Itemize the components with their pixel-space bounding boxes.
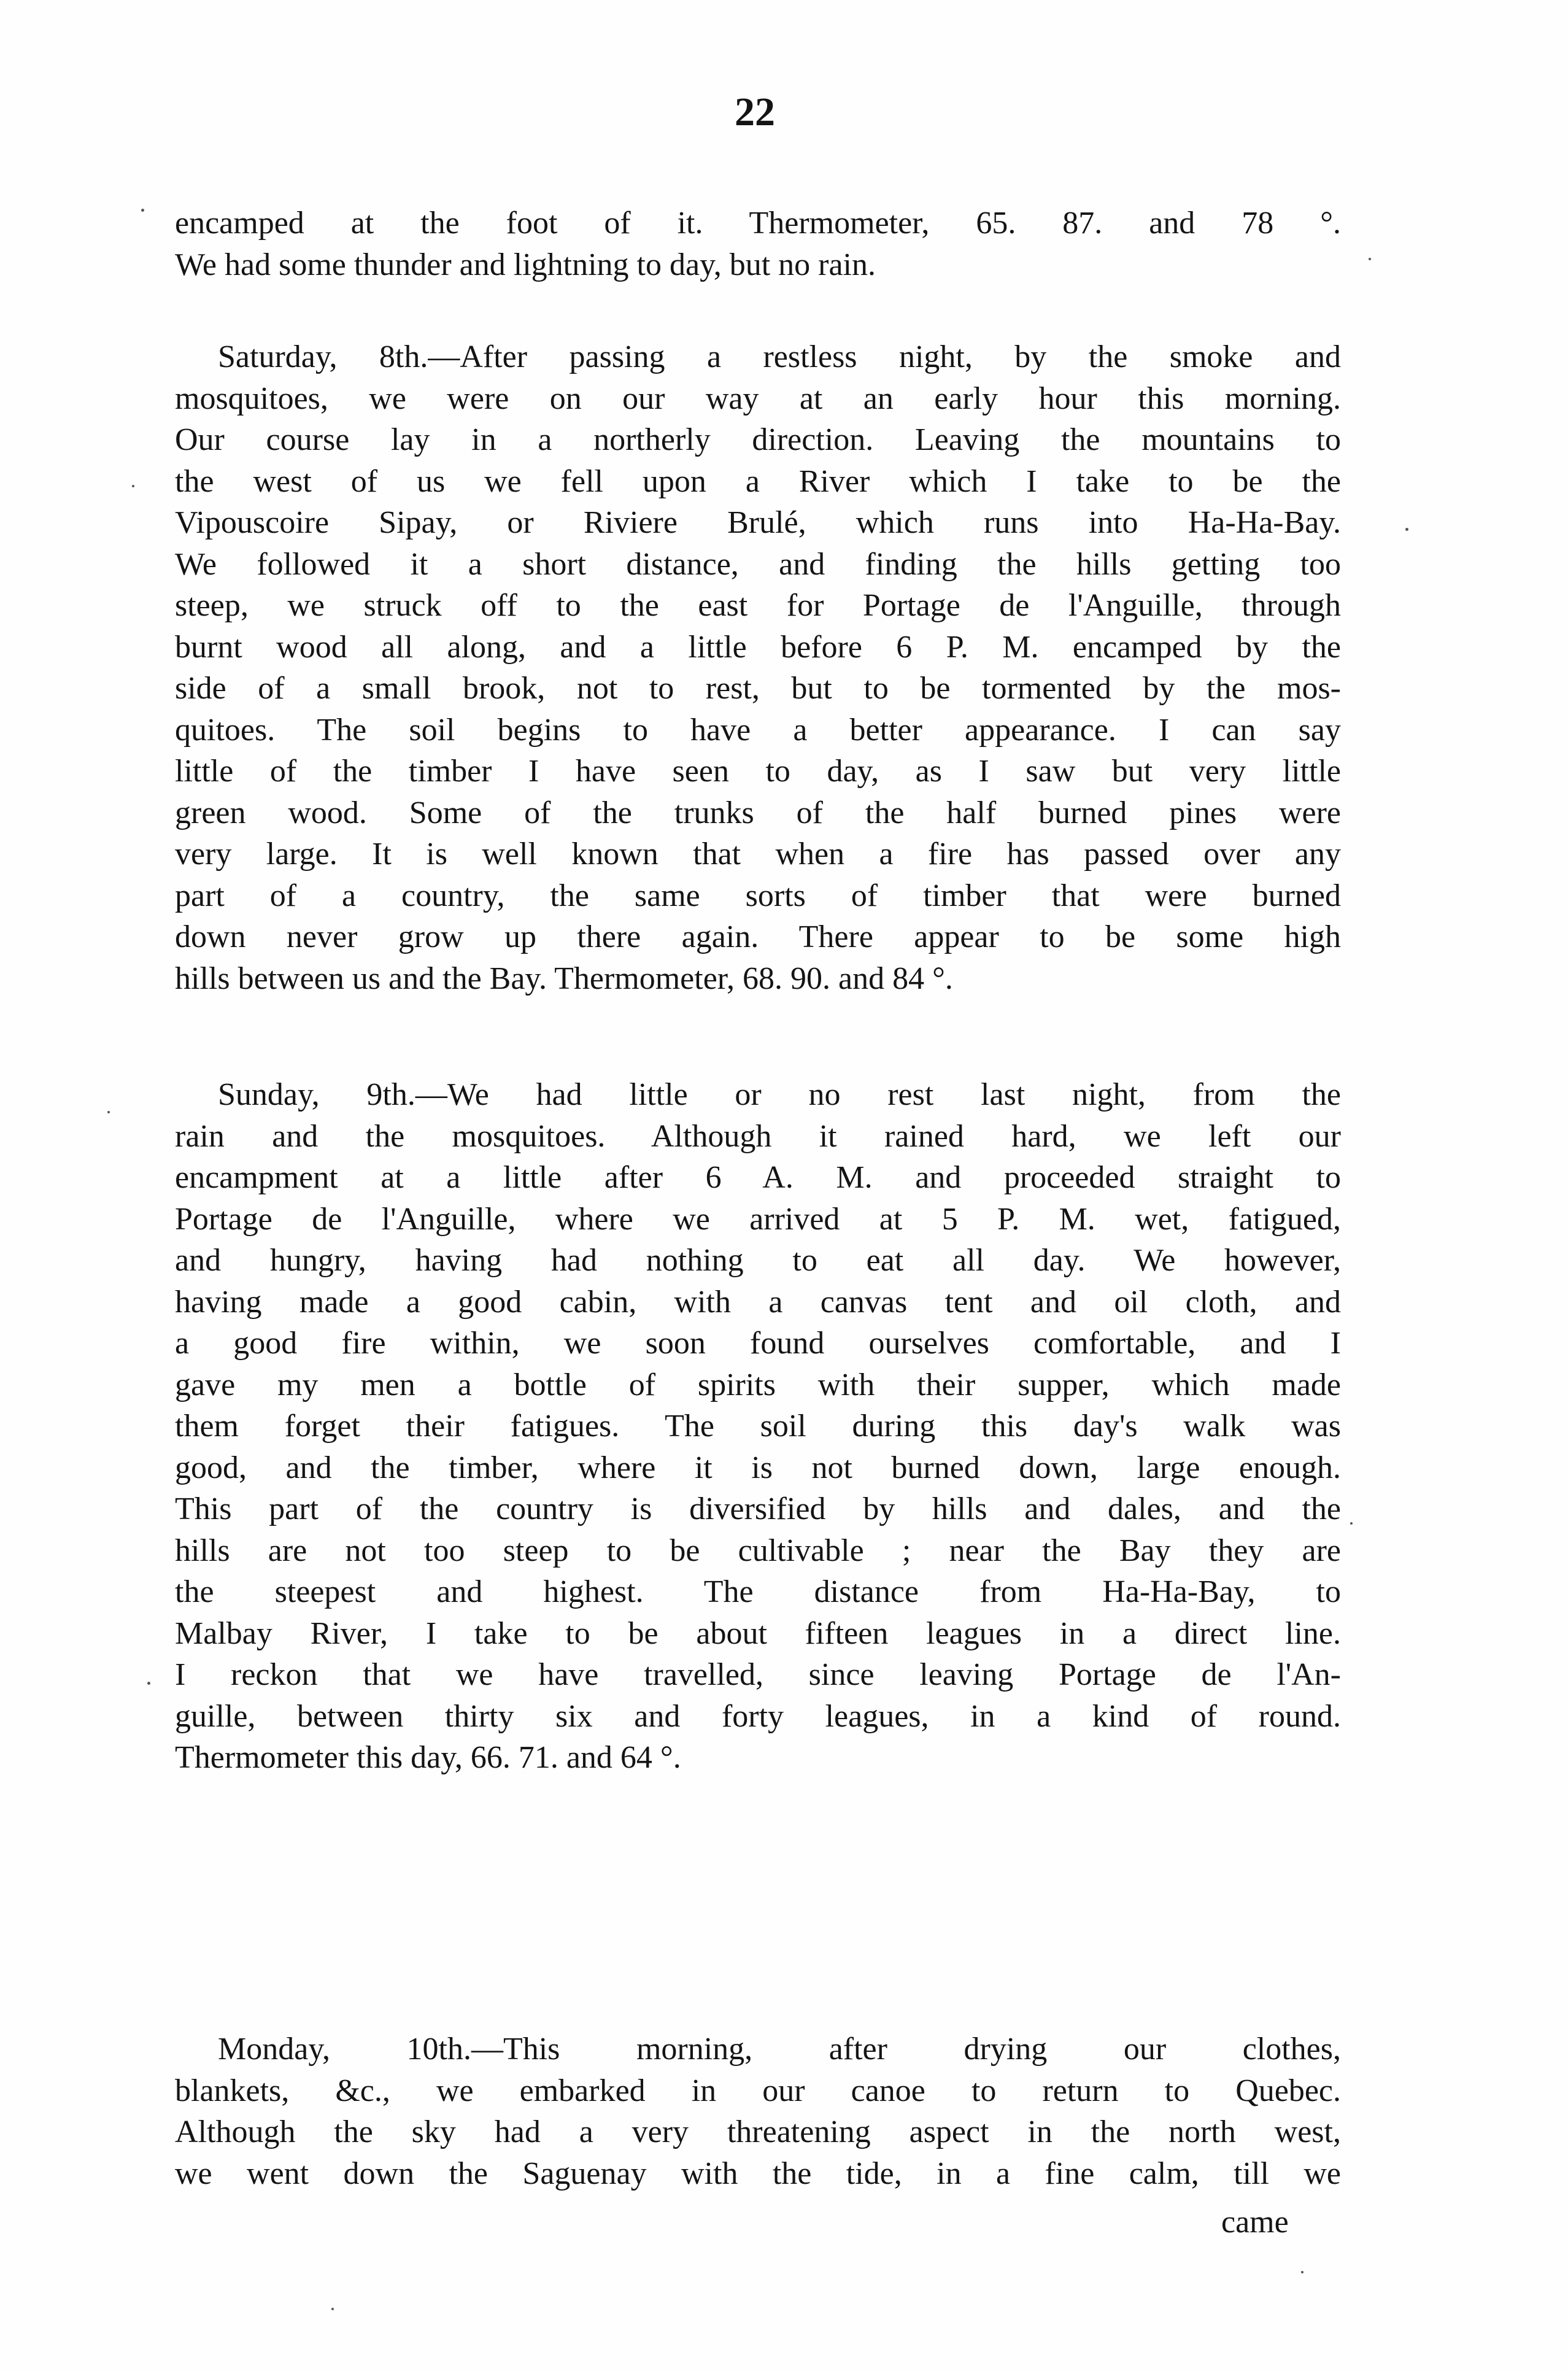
text-line: part of a country, the same sorts of timber that were burned [175, 878, 1341, 913]
print-speck [132, 485, 134, 487]
text-line: Although the sky had a very threatening aspect in the north west, [175, 2114, 1341, 2149]
text-line: the west of us we fell upon a River which I take to be the [175, 463, 1341, 499]
print-speck [1350, 1522, 1353, 1525]
text-line: hills are not too steep to be cultivable ; near the Bay they are [175, 1533, 1341, 1568]
text-line: hills between us and the Bay. Thermometer, 68. 90. and 84 °. [175, 961, 953, 996]
text-line: having made a good cabin, with a canvas tent and oil cloth, and [175, 1284, 1341, 1320]
text-line: quitoes. The soil begins to have a better appearance. I can say [175, 712, 1341, 748]
print-speck [147, 1682, 150, 1685]
text-line: Monday, 10th.—This morning, after drying our clothes, [218, 2032, 1341, 2067]
text-line: rain and the mosquitoes. Although it rained hard, we left our [175, 1118, 1341, 1154]
text-line: gave my men a bottle of spirits with their supper, which made [175, 1367, 1341, 1402]
print-speck [1369, 258, 1371, 260]
page-number: 22 [735, 90, 775, 134]
paragraph-2 [175, 336, 1341, 999]
text-line: them forget their fatigues. The soil during this day's walk was [175, 1409, 1341, 1444]
text-line: and hungry, having had nothing to eat all day. We however, [175, 1243, 1341, 1278]
print-speck [331, 2308, 334, 2310]
print-speck [1405, 528, 1408, 531]
text-line: Saturday, 8th.—After passing a restless night, by the smoke and [218, 339, 1341, 374]
text-line: mosquitoes, we were on our way at an early hour this morning. [175, 381, 1341, 416]
text-line: green wood. Some of the trunks of the half burned pines were [175, 795, 1341, 830]
text-line: side of a small brook, not to rest, but to be tormented by the mos- [175, 671, 1341, 706]
text-line: Portage de l'Anguille, where we arrived at 5 P. M. wet, fatigued, [175, 1201, 1341, 1237]
text-line: I reckon that we have travelled, since leaving Portage de l'An- [175, 1657, 1341, 1692]
text-line: encampment at a little after 6 A. M. and proceeded straight to [175, 1160, 1341, 1195]
text-line: burnt wood all along, and a little before 6 P. M. encamped by the [175, 629, 1341, 665]
text-line: we went down the Saguenay with the tide, in a fine calm, till we [175, 2156, 1341, 2191]
text-line: little of the timber I have seen to day, as I saw but very little [175, 754, 1341, 789]
text-line: Thermometer this day, 66. 71. and 64 °. [175, 1740, 681, 1775]
print-speck [141, 209, 144, 212]
catchword: came [1221, 2205, 1289, 2240]
text-line: the steepest and highest. The distance from Ha-Ha-Bay, to [175, 1574, 1341, 1609]
text-line: down never grow up there again. There appear to be some high [175, 919, 1341, 954]
text-line: encamped at the foot of it. Thermometer, 65. 87. and 78 °. [175, 206, 1341, 241]
print-speck [1301, 2271, 1303, 2273]
text-line: good, and the timber, where it is not burned down, large enough. [175, 1450, 1341, 1485]
text-line: Malbay River, I take to be about fifteen leagues in a direct line. [175, 1615, 1341, 1651]
paragraph-4 [175, 2029, 1341, 2194]
text-line: guille, between thirty six and forty leagues, in a kind of round. [175, 1698, 1341, 1734]
text-line: a good fire within, we soon found ourselves comfortable, and I [175, 1326, 1341, 1361]
text-line: This part of the country is diversified by hills and dales, and the [175, 1491, 1341, 1526]
paragraph-3 [175, 1074, 1341, 1779]
paragraph-1 [175, 203, 1341, 285]
text-line: We had some thunder and lightning to day, but no rain. [175, 247, 876, 282]
text-line: very large. It is well known that when a fire has passed over any [175, 837, 1341, 872]
print-speck [107, 1111, 110, 1113]
text-line: Our course lay in a northerly direction. Leaving the mountains to [175, 422, 1341, 457]
text-line: blankets, &c., we embarked in our canoe to return to Quebec. [175, 2073, 1341, 2108]
text-line: Sunday, 9th.—We had little or no rest last night, from the [218, 1077, 1341, 1112]
text-line: We followed it a short distance, and finding the hills getting too [175, 546, 1341, 582]
text-line: Vipouscoire Sipay, or Riviere Brulé, which runs into Ha-Ha-Bay. [175, 505, 1341, 540]
text-line: steep, we struck off to the east for Portage de l'Anguille, through [175, 588, 1341, 623]
